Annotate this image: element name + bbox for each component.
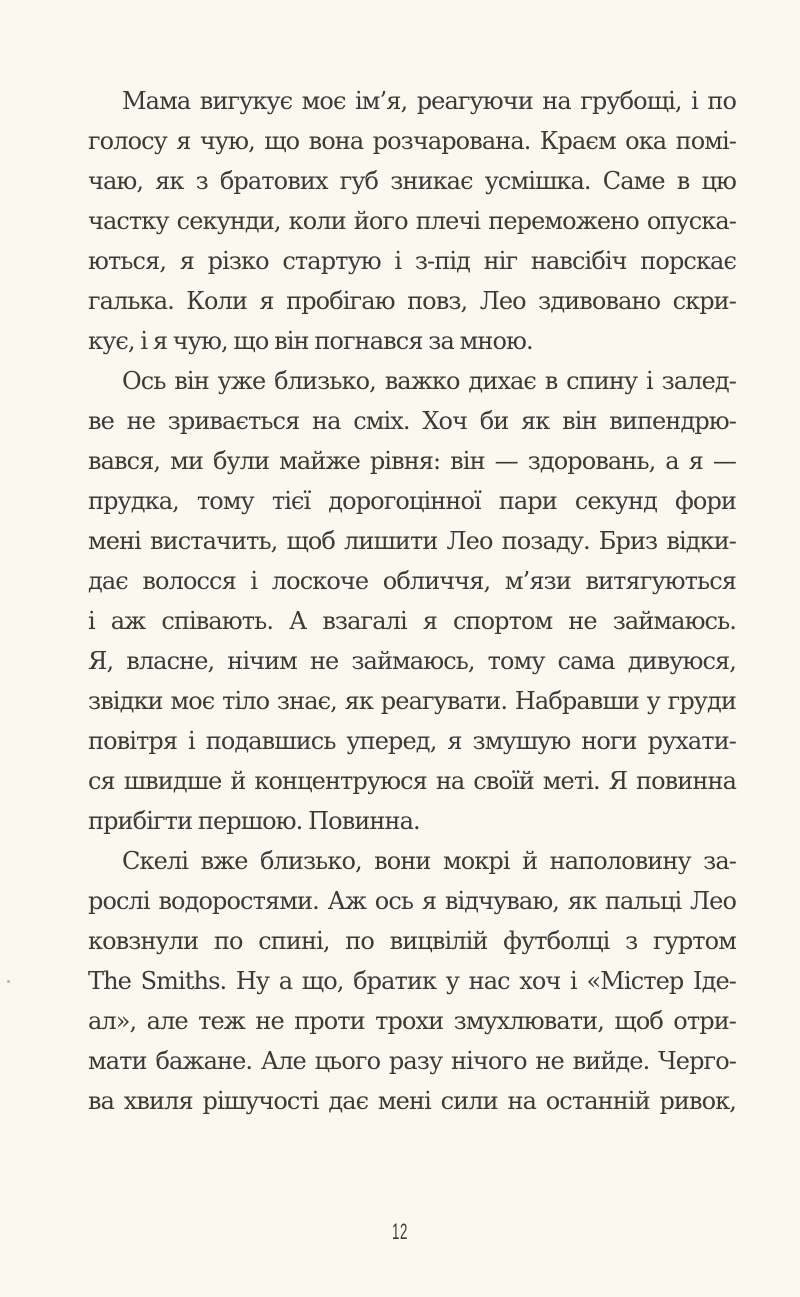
text-line: частку секунди, коли його плечі переможено опуска- (88, 207, 736, 235)
text-line: вався, ми були майже рівня: він — здоровань, а я — (88, 447, 736, 475)
text-line: ються, я різко стартую і з-під ніг навсібіч порскає (88, 247, 736, 275)
body-text (88, 81, 736, 1121)
text-line: кує, і я чую, що він погнався за мною. (88, 327, 533, 355)
text-line: ва хвиля рішучості дає мені сили на останній ривок, (88, 1087, 736, 1115)
text-line: прудка, тому тієї дорогоцінної пари секунд фори (88, 487, 736, 515)
text-line: ковзнули по спині, по вицвілій футболці з гуртом (88, 927, 736, 955)
text-line: ве не зривається на сміх. Хоч би як він випендрю- (88, 407, 736, 435)
text-line: Мама вигукує моє ім’я, реагуючи на грубощі, і по (122, 87, 736, 115)
text-line: мені вистачить, щоб лишити Лео позаду. Бриз відки- (88, 527, 736, 555)
text-line: Ось він уже близько, важко дихає в спину і залед- (122, 367, 736, 395)
text-line: The Smiths. Ну а що, братик у нас хоч і «Містер Іде- (88, 967, 736, 995)
text-line: ал», але теж не проти трохи змухлювати, щоб отри- (88, 1007, 736, 1035)
text-line: і аж співають. А взагалі я спортом не займаюсь. (88, 607, 736, 635)
text-line: Я, власне, нічим не займаюсь, тому сама дивуюся, (88, 647, 736, 675)
text-line: повітря і подавшись уперед, я змушую ноги рухати- (88, 727, 736, 755)
text-line: звідки моє тіло знає, як реагувати. Набравши у груди (88, 687, 736, 715)
text-line: голосу я чую, що вона розчарована. Краєм ока помі- (88, 127, 736, 155)
text-line: мати бажане. Але цього разу нічого не вийде. Черго- (88, 1047, 736, 1075)
text-line: прибігти першою. Повинна. (88, 807, 420, 835)
paper-speck (7, 980, 10, 983)
text-line: галька. Коли я пробігаю повз, Лео здивовано скри- (88, 287, 736, 315)
text-line: рослі водоростями. Аж ось я відчуваю, як пальці Лео (88, 887, 736, 915)
text-line: ся швидше й концентруюся на своїй меті. Я повинна (88, 767, 736, 795)
text-line: дає волосся і лоскоче обличчя, м’язи витягуються (88, 567, 736, 595)
text-line: чаю, як з братових губ зникає усмішка. Саме в цю (88, 167, 736, 195)
text-line: Скелі вже близько, вони мокрі й наполовину за- (122, 847, 736, 875)
page-number: 12 (392, 1219, 408, 1244)
